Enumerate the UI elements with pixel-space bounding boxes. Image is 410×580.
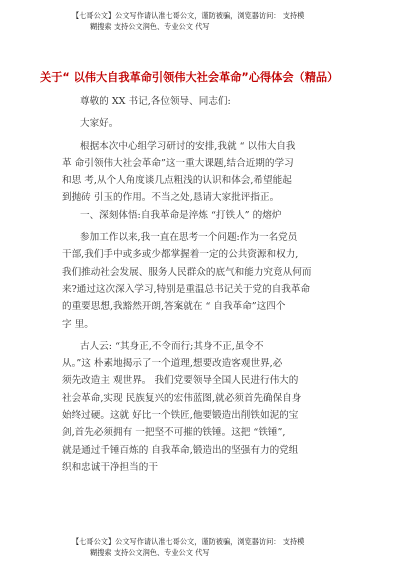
paragraph-line: 的重要思想,我豁然开朗,答案就在 “ 自我革命”这四个 bbox=[62, 301, 286, 313]
paragraph-line: 始终过硬。这就 好比一个铁匠,他要锻造出削铁如泥的宝 bbox=[62, 410, 299, 422]
paragraph-line: 参加工作以来,我一直在思考一个问题:作为一名党员 bbox=[80, 232, 298, 244]
footer-line: 【七哥公文】公文写作请认准七哥公文，谨防被骗，浏览器访问： 支持模 bbox=[72, 537, 305, 546]
paragraph-line: 干部,我们手中或多或少都掌握着一定的公共资源和权力, bbox=[62, 249, 299, 261]
paragraph-line: 织和忠诚干净担当的干 bbox=[62, 461, 158, 473]
section-heading: 一、深刻体悟:自我革命是淬炼 “打铁人” 的熔炉 bbox=[80, 209, 282, 221]
paragraph-line: 我们推动社会发展、服务人民群众的底气和能力究竟从何而 bbox=[62, 266, 312, 278]
paragraph-line: 字 里。 bbox=[62, 318, 94, 330]
paragraph-line: 就是通过千锤百炼的 自我革命,锻造出的坚强有力的党组 bbox=[62, 444, 299, 456]
paragraph-line: 和思 考,从个人角度谈几点粗浅的认识和体会,希望能起 bbox=[62, 175, 292, 187]
greeting: 大家好。 bbox=[80, 118, 119, 130]
header-line: 糊搜索 支持公文润色、专业公文 代写 bbox=[90, 22, 210, 31]
header-line: 【七哥公文】公文写作请认准七哥公文，谨防被骗，浏览器访问： 支持模 bbox=[72, 11, 305, 20]
paragraph-line: 古人云: “其身正,不令而行;其身不正,虽令不 bbox=[80, 340, 264, 352]
salutation: 尊敬的 XX 书记,各位领导、同志们: bbox=[80, 96, 231, 107]
page-header bbox=[72, 10, 372, 32]
document-body bbox=[62, 93, 362, 476]
footer-line: 糊搜索 支持公文润色、专业公文 代写 bbox=[90, 548, 210, 557]
page-footer bbox=[72, 536, 372, 558]
paragraph-line: 从。”这 朴素地揭示了一个道理,想要改造客观世界,必 bbox=[62, 358, 283, 370]
paragraph-line: 革 命引领伟大社会革命”这一重大课题,结合近期的学习 bbox=[62, 157, 294, 169]
paragraph-line: 剑,首先必须拥有 一把坚不可摧的铁锤。这把 “铁锤”, bbox=[62, 427, 286, 439]
paragraph-line: 到抛砖 引玉的作用。不当之处,恳请大家批评指正。 bbox=[62, 192, 280, 204]
paragraph-line: 须先改造主 观世界。 我们党要领导全国人民进行伟大的 bbox=[62, 375, 299, 387]
paragraph-line: 根据本次中心组学习研讨的安排,我就 “ 以伟大自我 bbox=[80, 140, 296, 152]
paragraph-line: 来?通过这次深入学习,特别是重温总书记关于党的自我革命 bbox=[62, 283, 311, 295]
document-title: 关于“ 以伟大自我革命引领伟大社会革命”心得体会（精品） bbox=[40, 71, 339, 84]
paragraph-line: 社会革命,实现 民族复兴的宏伟蓝图,就必须首先确保自身 bbox=[62, 392, 302, 404]
